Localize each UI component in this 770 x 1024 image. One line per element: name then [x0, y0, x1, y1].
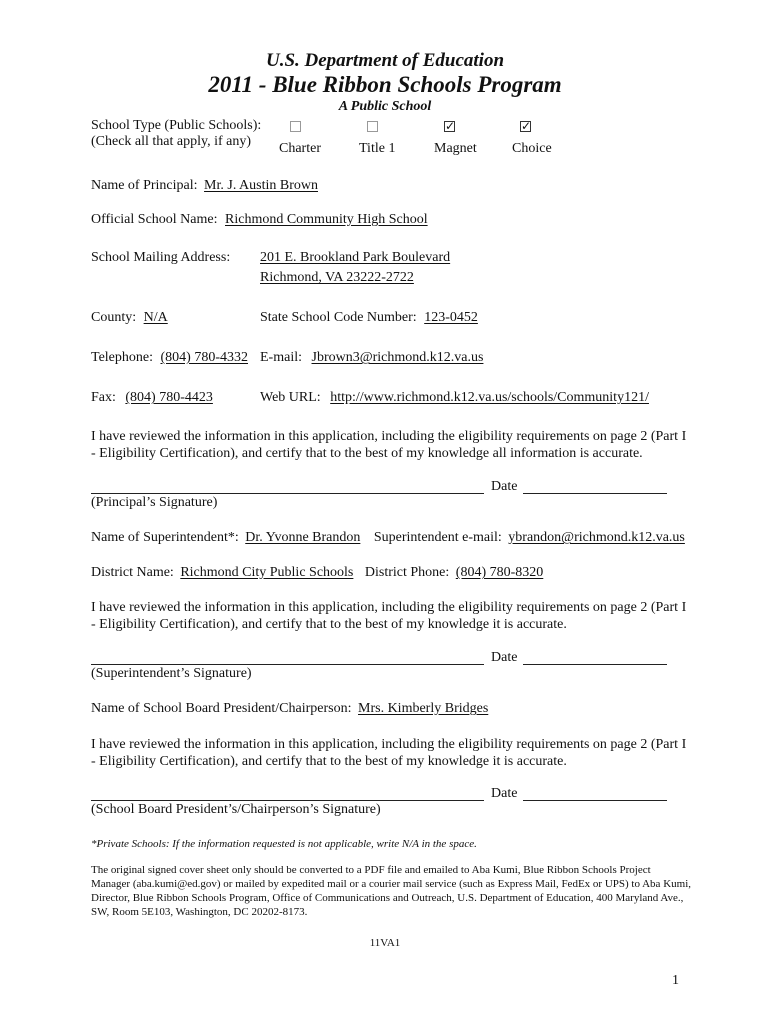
principal-date-line[interactable]	[523, 493, 667, 494]
principal-label: Name of Principal:	[91, 178, 198, 193]
title1-label: Title 1	[359, 141, 396, 156]
magnet-checkbox[interactable]	[444, 121, 455, 132]
official-name-label: Official School Name:	[91, 212, 218, 227]
school-type-hint: (Check all that apply, if any)	[91, 134, 252, 149]
board-label: Name of School Board President/Chairperson:	[91, 701, 352, 716]
principal-signature-line[interactable]	[91, 493, 484, 494]
superintendent-row	[91, 530, 685, 546]
page-number: 1	[672, 973, 679, 988]
program-title: 2011 - Blue Ribbon Schools Program	[208, 72, 562, 97]
superintendent-date-line[interactable]	[523, 664, 667, 665]
title1-checkbox[interactable]	[367, 121, 378, 132]
board-row	[91, 701, 488, 717]
district-phone-label: District Phone:	[364, 565, 450, 580]
board-signature-line[interactable]	[91, 800, 484, 801]
email-label: E-mail:	[260, 350, 302, 365]
agency-title: U.S. Department of Education	[265, 50, 505, 71]
superintendent-value: Dr. Yvonne Brandon	[245, 530, 361, 545]
official-name-row	[91, 212, 428, 228]
board-date-label: Date	[491, 786, 518, 801]
fax-label: Fax:	[91, 390, 116, 405]
county-label: County:	[91, 310, 137, 325]
telephone-row	[91, 350, 248, 366]
county-value: N/A	[143, 310, 168, 325]
principal-row	[91, 178, 318, 194]
district-row	[91, 565, 543, 581]
superintendent-certification: I have reviewed the information in this application, including the eligibility requirements on page 2 (Part I - Eligibility Certification), and certify that to the best of my knowledge it is accurate.	[91, 600, 687, 632]
district-value: Richmond City Public Schools	[180, 565, 354, 580]
official-name-value: Richmond Community High School	[225, 212, 428, 227]
telephone-value: (804) 780-4332	[160, 350, 248, 365]
email-row	[260, 350, 483, 366]
fax-value: (804) 780-4423	[125, 390, 213, 405]
board-date-line[interactable]	[523, 800, 667, 801]
school-type-label: School Type (Public Schools):	[91, 118, 262, 133]
web-label: Web URL:	[260, 390, 321, 405]
web-url-link[interactable]: http://www.richmond.k12.va.us/schools/Community121/	[330, 390, 649, 405]
form-code: 11VA1	[369, 937, 401, 949]
board-value: Mrs. Kimberly Bridges	[358, 701, 489, 716]
choice-checkbox[interactable]	[520, 121, 531, 132]
principal-value: Mr. J. Austin Brown	[204, 178, 318, 193]
mailing-line1: 201 E. Brookland Park Boulevard	[260, 250, 451, 265]
charter-label: Charter	[279, 141, 321, 156]
district-label: District Name:	[91, 565, 174, 580]
telephone-label: Telephone:	[91, 350, 153, 365]
mailing-label: School Mailing Address:	[91, 250, 231, 265]
choice-label: Choice	[512, 141, 552, 156]
board-signature-caption: (School Board President’s/Chairperson’s Signature)	[91, 802, 381, 817]
board-certification: I have reviewed the information in this application, including the eligibility requirements on page 2 (Part I - Eligibility Certification), and certify that to the best of my knowledge it is accurate.	[91, 737, 687, 769]
submission-instructions: The original signed cover sheet only should be converted to a PDF file and emailed to Aba Kumi, Blue Ribbon Schools Project Manager (aba.kumi@ed.gov) or mailed by expedited mail or a courier mail service (such as Express Mail, FedEx or UPS) to Aba Kumi, Director, Blue Ribbon Schools Program, Office of Communications and Outreach, U.S. Department of Education, 400 Maryland Ave., SW, Room 5E103, Washington, DC 20202-8173.	[91, 864, 691, 918]
county-row	[91, 310, 168, 326]
charter-checkbox[interactable]	[290, 121, 301, 132]
superintendent-date-label: Date	[491, 650, 518, 665]
superintendent-label: Name of Superintendent*:	[91, 530, 239, 545]
state-code-row	[260, 310, 478, 326]
fax-row	[91, 390, 213, 406]
superintendent-email-label: Superintendent e-mail:	[373, 530, 502, 545]
private-schools-note: *Private Schools: If the information requested is not applicable, write N/A in the space.	[91, 838, 477, 850]
school-kind-subtitle: A Public School	[338, 99, 432, 114]
mailing-line2: Richmond, VA 23222-2722	[260, 270, 414, 285]
superintendent-signature-caption: (Superintendent’s Signature)	[91, 666, 252, 681]
state-code-label: State School Code Number:	[260, 310, 417, 325]
state-code-value: 123-0452	[424, 310, 478, 325]
principal-certification: I have reviewed the information in this application, including the eligibility requirements on page 2 (Part I - Eligibility Certification), and certify that to the best of my knowledge all information is accurate.	[91, 429, 687, 461]
web-row	[260, 390, 649, 406]
principal-date-label: Date	[491, 479, 518, 494]
magnet-label: Magnet	[434, 141, 477, 156]
principal-signature-caption: (Principal’s Signature)	[91, 495, 218, 510]
district-phone-value: (804) 780-8320	[455, 565, 544, 580]
email-value[interactable]: Jbrown3@richmond.k12.va.us	[311, 350, 484, 365]
superintendent-email-value[interactable]: ybrandon@richmond.k12.va.us	[508, 530, 685, 545]
superintendent-signature-line[interactable]	[91, 664, 484, 665]
